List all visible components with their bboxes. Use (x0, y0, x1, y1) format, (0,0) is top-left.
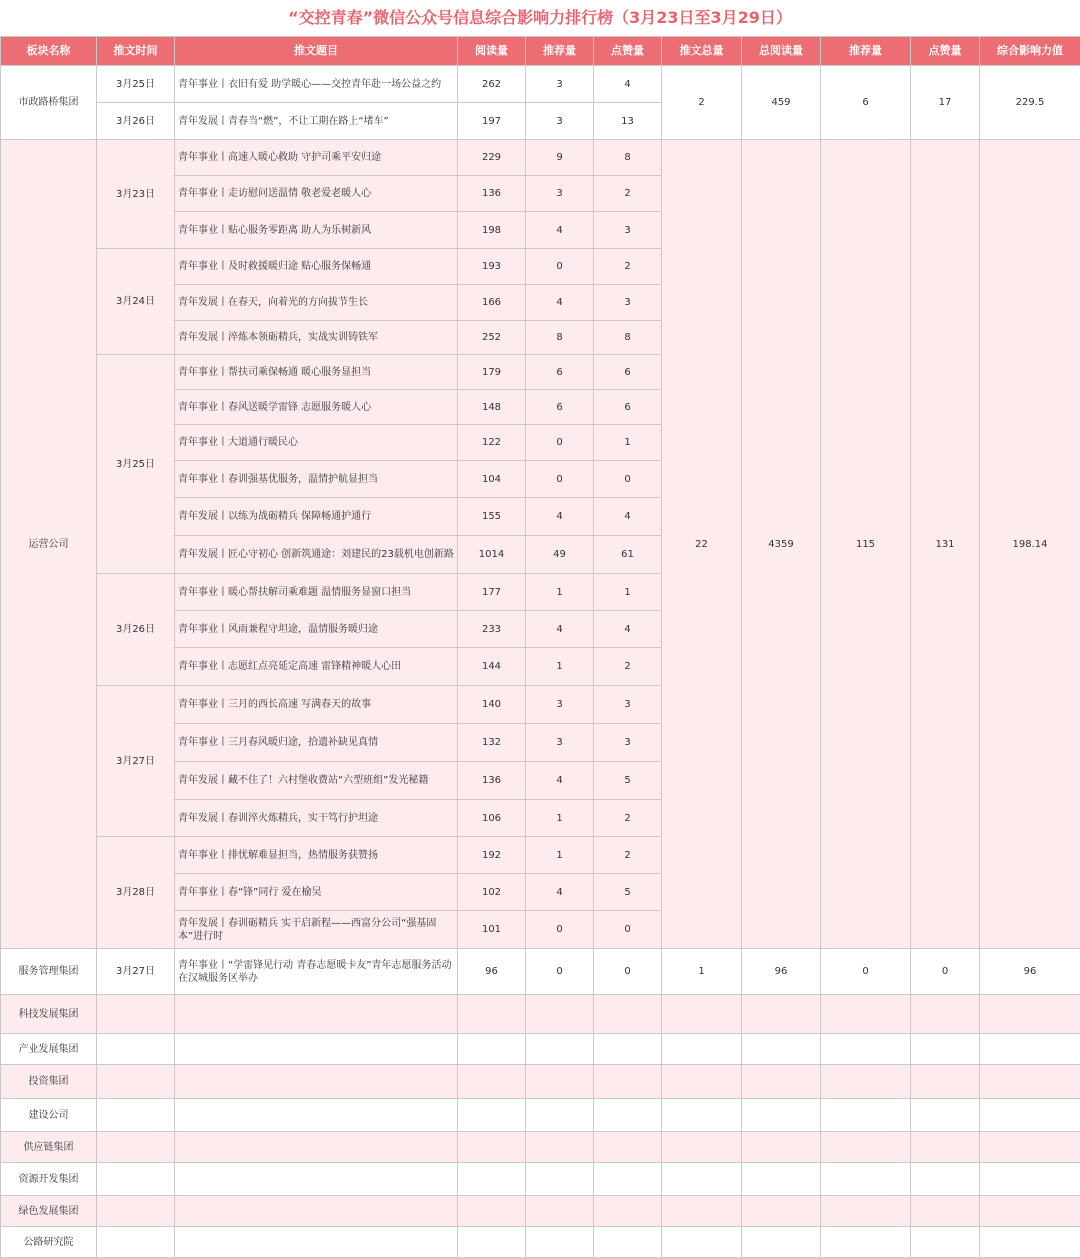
post-title-cell: 青年发展丨青春当“燃”，不让工期在路上“堵车” (175, 103, 458, 140)
likes-cell: 2 (594, 837, 662, 874)
recommends-cell: 4 (526, 285, 594, 321)
post-title-cell: 青年发展丨春训砺精兵 实干启新程——西富分公司“强基固本”进行时 (175, 911, 458, 949)
post-title-cell: 青年事业丨贴心服务零距离 助人为乐树新风 (175, 212, 458, 249)
likes-cell: 2 (594, 800, 662, 837)
header-cell: 总阅读量 (742, 37, 821, 66)
likes-cell: 5 (594, 874, 662, 911)
empty-cell (742, 1163, 821, 1196)
post-title-cell: 青年事业丨大道通行暖民心 (175, 425, 458, 461)
empty-cell (911, 1099, 980, 1132)
section-name-cell: 市政路桥集团 (1, 66, 97, 140)
empty-cell (97, 1034, 175, 1065)
recommends-cell: 49 (526, 536, 594, 574)
empty-cell (742, 1065, 821, 1099)
empty-cell (97, 1227, 175, 1258)
empty-cell (458, 1163, 526, 1196)
empty-cell (742, 1196, 821, 1227)
post-date-cell: 3月28日 (97, 837, 175, 949)
reads-cell: 106 (458, 800, 526, 837)
recommends-cell: 0 (526, 911, 594, 949)
reads-cell: 233 (458, 611, 526, 648)
post-date-cell: 3月25日 (97, 66, 175, 103)
header-cell: 点赞量 (594, 37, 662, 66)
empty-cell (662, 1065, 742, 1099)
post-title-cell: 青年发展丨淬炼本领砺精兵，实战实训铸铁军 (175, 321, 458, 355)
empty-cell (526, 1065, 594, 1099)
recommends-cell: 3 (526, 66, 594, 103)
empty-cell (821, 1132, 911, 1163)
empty-cell (911, 1227, 980, 1258)
empty-cell (97, 1065, 175, 1099)
empty-cell (594, 995, 662, 1034)
likes-cell: 4 (594, 498, 662, 536)
empty-cell (175, 1132, 458, 1163)
empty-cell (821, 1196, 911, 1227)
empty-cell (980, 995, 1080, 1034)
table-row (1, 1034, 1080, 1065)
post-title-cell: 青年事业丨暖心帮扶解司乘难题 温情服务显窗口担当 (175, 574, 458, 611)
reads-cell: 229 (458, 140, 526, 176)
recommends-cell: 0 (526, 461, 594, 498)
reads-cell: 192 (458, 837, 526, 874)
empty-cell (911, 1034, 980, 1065)
empty-cell (742, 1099, 821, 1132)
empty-cell (821, 1163, 911, 1196)
recommends-cell: 8 (526, 321, 594, 355)
likes-cell: 3 (594, 686, 662, 724)
header-cell: 综合影响力值 (980, 37, 1080, 66)
recommends-cell: 1 (526, 800, 594, 837)
empty-cell (175, 1196, 458, 1227)
total-posts-cell: 1 (662, 949, 742, 995)
empty-cell (175, 1034, 458, 1065)
likes-cell: 2 (594, 176, 662, 212)
likes-cell: 1 (594, 425, 662, 461)
section-name-cell: 产业发展集团 (1, 1034, 97, 1065)
empty-cell (458, 1196, 526, 1227)
recommends-cell: 1 (526, 648, 594, 686)
recommends-cell: 4 (526, 498, 594, 536)
recommends-cell: 6 (526, 390, 594, 425)
empty-cell (662, 1034, 742, 1065)
likes-cell: 3 (594, 212, 662, 249)
empty-cell (742, 1034, 821, 1065)
reads-cell: 148 (458, 390, 526, 425)
likes-cell: 3 (594, 724, 662, 762)
header-cell: 推文总量 (662, 37, 742, 66)
empty-cell (526, 1099, 594, 1132)
post-title-cell: 青年发展丨以练为战砺精兵 保障畅通护通行 (175, 498, 458, 536)
table-row (1, 949, 1080, 995)
likes-cell: 0 (594, 911, 662, 949)
reads-cell: 166 (458, 285, 526, 321)
empty-cell (458, 1034, 526, 1065)
reads-cell: 96 (458, 949, 526, 995)
post-title-cell: 青年发展丨匠心守初心 创新筑通途：刘建民的23载机电创新路 (175, 536, 458, 574)
post-title-cell: 青年发展丨藏不住了！六村堡收费站“六型班组”发光秘籍 (175, 762, 458, 800)
recommends-cell: 1 (526, 574, 594, 611)
recommends-cell: 3 (526, 176, 594, 212)
section-name-cell: 绿色发展集团 (1, 1196, 97, 1227)
post-title-cell: 青年事业丨排忧解难显担当，热情服务获赞扬 (175, 837, 458, 874)
empty-cell (742, 995, 821, 1034)
table-row (1, 1099, 1080, 1132)
recommends-cell: 3 (526, 103, 594, 140)
reads-cell: 140 (458, 686, 526, 724)
recommends-cell: 0 (526, 949, 594, 995)
empty-cell (742, 1132, 821, 1163)
post-title-cell: 青年事业丨三月春风暖归途，拾遗补缺见真情 (175, 724, 458, 762)
table-row (1, 1065, 1080, 1099)
likes-cell: 4 (594, 66, 662, 103)
section-name-cell: 运营公司 (1, 140, 97, 949)
empty-cell (97, 1196, 175, 1227)
recommends-cell: 4 (526, 212, 594, 249)
header-cell: 推文题目 (175, 37, 458, 66)
empty-cell (662, 1196, 742, 1227)
post-title-cell: 青年事业丨志愿红点亮延定高速 雷锋精神暖人心田 (175, 648, 458, 686)
total-reads-cell: 96 (742, 949, 821, 995)
empty-cell (526, 1227, 594, 1258)
empty-cell (97, 1163, 175, 1196)
reads-cell: 197 (458, 103, 526, 140)
empty-cell (526, 1163, 594, 1196)
empty-cell (458, 1132, 526, 1163)
empty-cell (662, 1132, 742, 1163)
empty-cell (594, 1227, 662, 1258)
total-recommends-cell: 0 (821, 949, 911, 995)
likes-cell: 2 (594, 648, 662, 686)
post-title-cell: 青年事业丨走访慰问送温情 敬老爱老暖人心 (175, 176, 458, 212)
total-recommends-cell: 115 (821, 140, 911, 949)
reads-cell: 102 (458, 874, 526, 911)
post-title-cell: 青年事业丨高速人暖心救助 守护司乘平安归途 (175, 140, 458, 176)
recommends-cell: 3 (526, 686, 594, 724)
empty-cell (594, 1065, 662, 1099)
section-name-cell: 资源开发集团 (1, 1163, 97, 1196)
header-cell: 点赞量 (911, 37, 980, 66)
reads-cell: 132 (458, 724, 526, 762)
header-row (1, 37, 1080, 66)
total-likes-cell: 0 (911, 949, 980, 995)
recommends-cell: 4 (526, 611, 594, 648)
empty-cell (662, 1099, 742, 1132)
reads-cell: 198 (458, 212, 526, 249)
empty-cell (526, 1034, 594, 1065)
section-name-cell: 建设公司 (1, 1099, 97, 1132)
total-reads-cell: 459 (742, 66, 821, 140)
reads-cell: 136 (458, 176, 526, 212)
reads-cell: 144 (458, 648, 526, 686)
empty-cell (97, 1132, 175, 1163)
section-name-cell: 供应链集团 (1, 1132, 97, 1163)
empty-cell (175, 1099, 458, 1132)
table-row (1, 1163, 1080, 1196)
table-row (1, 140, 1080, 176)
empty-cell (911, 1132, 980, 1163)
recommends-cell: 9 (526, 140, 594, 176)
header-cell: 推文时间 (97, 37, 175, 66)
likes-cell: 5 (594, 762, 662, 800)
likes-cell: 8 (594, 321, 662, 355)
post-date-cell: 3月23日 (97, 140, 175, 249)
likes-cell: 0 (594, 949, 662, 995)
reads-cell: 1014 (458, 536, 526, 574)
post-title-cell: 青年发展丨春训淬火炼精兵，实干笃行护坦途 (175, 800, 458, 837)
post-title-cell: 青年事业丨春训强基优服务，温情护航显担当 (175, 461, 458, 498)
empty-cell (980, 1163, 1080, 1196)
empty-cell (594, 1034, 662, 1065)
post-title-cell: 青年事业丨帮扶司乘保畅通 暖心服务显担当 (175, 355, 458, 390)
likes-cell: 4 (594, 611, 662, 648)
header-cell: 推荐量 (526, 37, 594, 66)
empty-cell (458, 1065, 526, 1099)
post-date-cell: 3月27日 (97, 686, 175, 837)
empty-cell (821, 1099, 911, 1132)
post-date-cell: 3月26日 (97, 103, 175, 140)
header-cell: 阅读量 (458, 37, 526, 66)
empty-cell (175, 995, 458, 1034)
post-title-cell: 青年事业丨风雨兼程守坦途，温情服务暖归途 (175, 611, 458, 648)
table-row (1, 995, 1080, 1034)
likes-cell: 2 (594, 249, 662, 285)
empty-cell (980, 1065, 1080, 1099)
section-name-cell: 投资集团 (1, 1065, 97, 1099)
likes-cell: 3 (594, 285, 662, 321)
influence-score-cell: 96 (980, 949, 1080, 995)
empty-cell (980, 1196, 1080, 1227)
post-title-cell: 青年事业丨春“锋”同行 爱在榆吴 (175, 874, 458, 911)
reads-cell: 122 (458, 425, 526, 461)
empty-cell (662, 1227, 742, 1258)
empty-cell (980, 1034, 1080, 1065)
empty-cell (821, 995, 911, 1034)
empty-cell (662, 1163, 742, 1196)
recommends-cell: 0 (526, 425, 594, 461)
likes-cell: 6 (594, 355, 662, 390)
total-likes-cell: 131 (911, 140, 980, 949)
empty-cell (980, 1132, 1080, 1163)
post-title-cell: 青年事业丨衣旧有爱 助学暖心——交控青年赴一场公益之约 (175, 66, 458, 103)
recommends-cell: 3 (526, 724, 594, 762)
reads-cell: 252 (458, 321, 526, 355)
reads-cell: 193 (458, 249, 526, 285)
empty-cell (175, 1227, 458, 1258)
ranking-table (0, 36, 1080, 1258)
empty-cell (821, 1065, 911, 1099)
empty-cell (594, 1099, 662, 1132)
empty-cell (458, 1227, 526, 1258)
likes-cell: 13 (594, 103, 662, 140)
reads-cell: 101 (458, 911, 526, 949)
reads-cell: 177 (458, 574, 526, 611)
empty-cell (911, 1196, 980, 1227)
empty-cell (742, 1227, 821, 1258)
total-reads-cell: 4359 (742, 140, 821, 949)
post-date-cell: 3月26日 (97, 574, 175, 686)
table-row (1, 1132, 1080, 1163)
empty-cell (526, 995, 594, 1034)
section-name-cell: 科技发展集团 (1, 995, 97, 1034)
reads-cell: 155 (458, 498, 526, 536)
empty-cell (980, 1099, 1080, 1132)
post-title-cell: 青年发展丨在春天，向着光的方向拔节生长 (175, 285, 458, 321)
reads-cell: 136 (458, 762, 526, 800)
empty-cell (594, 1163, 662, 1196)
empty-cell (97, 1099, 175, 1132)
empty-cell (662, 995, 742, 1034)
empty-cell (594, 1196, 662, 1227)
table-row (1, 1196, 1080, 1227)
influence-score-cell: 198.14 (980, 140, 1080, 949)
recommends-cell: 4 (526, 762, 594, 800)
empty-cell (458, 1099, 526, 1132)
header-cell: 推荐量 (821, 37, 911, 66)
likes-cell: 8 (594, 140, 662, 176)
table-row (1, 66, 1080, 103)
total-recommends-cell: 6 (821, 66, 911, 140)
post-title-cell: 青年事业丨春风送暖学雷锋 志愿服务暖人心 (175, 390, 458, 425)
total-posts-cell: 22 (662, 140, 742, 949)
empty-cell (175, 1163, 458, 1196)
likes-cell: 6 (594, 390, 662, 425)
post-title-cell: 青年事业丨及时救援暖归途 贴心服务保畅通 (175, 249, 458, 285)
recommends-cell: 0 (526, 249, 594, 285)
reads-cell: 179 (458, 355, 526, 390)
table-body (1, 66, 1080, 1258)
empty-cell (526, 1196, 594, 1227)
recommends-cell: 6 (526, 355, 594, 390)
post-title-cell: 青年事业丨“学雷锋见行动 青春志愿暖卡友”青年志愿服务活动在汉城服务区举办 (175, 949, 458, 995)
likes-cell: 1 (594, 574, 662, 611)
likes-cell: 61 (594, 536, 662, 574)
empty-cell (821, 1034, 911, 1065)
empty-cell (594, 1132, 662, 1163)
empty-cell (458, 995, 526, 1034)
post-date-cell: 3月24日 (97, 249, 175, 355)
page-title: “交控青春”微信公众号信息综合影响力排行榜（3月23日至3月29日） (0, 0, 1080, 36)
post-title-cell: 青年事业丨三月的西长高速 写满春天的故事 (175, 686, 458, 724)
header-cell: 板块名称 (1, 37, 97, 66)
empty-cell (980, 1227, 1080, 1258)
section-name-cell: 服务管理集团 (1, 949, 97, 995)
empty-cell (911, 1163, 980, 1196)
total-posts-cell: 2 (662, 66, 742, 140)
total-likes-cell: 17 (911, 66, 980, 140)
reads-cell: 262 (458, 66, 526, 103)
empty-cell (911, 1065, 980, 1099)
influence-score-cell: 229.5 (980, 66, 1080, 140)
empty-cell (821, 1227, 911, 1258)
likes-cell: 0 (594, 461, 662, 498)
empty-cell (526, 1132, 594, 1163)
empty-cell (175, 1065, 458, 1099)
table-row (1, 1227, 1080, 1258)
empty-cell (911, 995, 980, 1034)
empty-cell (97, 995, 175, 1034)
post-date-cell: 3月27日 (97, 949, 175, 995)
recommends-cell: 1 (526, 837, 594, 874)
post-date-cell: 3月25日 (97, 355, 175, 574)
reads-cell: 104 (458, 461, 526, 498)
section-name-cell: 公路研究院 (1, 1227, 97, 1258)
recommends-cell: 4 (526, 874, 594, 911)
